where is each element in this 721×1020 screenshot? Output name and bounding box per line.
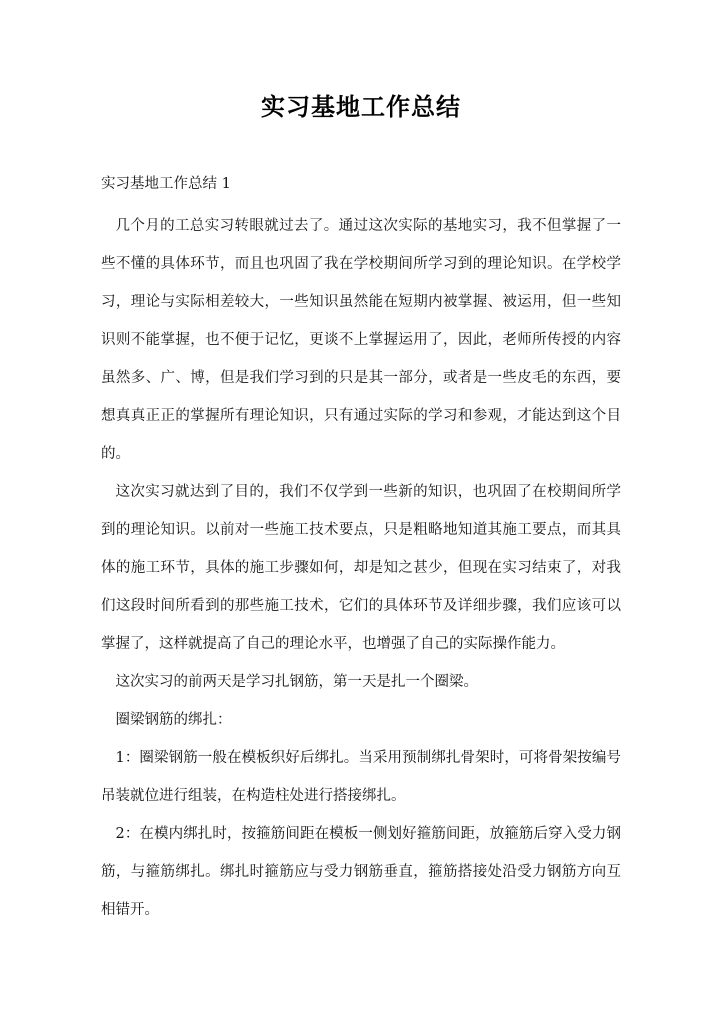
section-heading-label: 实习基地工作总结 1 xyxy=(101,176,231,192)
paragraph-3: 这次实习的前两天是学习扎钢筋，第一天是扎一个圈梁。 xyxy=(115,674,478,690)
paragraph-1: 几个月的工总实习转眼就过去了。通过这次实际的基地实习，我不但掌握了一些不懂的具体环节，而且也巩固了我在学校期间所学习到的理论知识。在学校学习，理论与实际相差较大，一些知识虽然能在短期内被掌握、被运用，但一些知识则不能掌握，也不便于记忆，更谈不上掌握运用了，因此，老师所传授的内容虽然多、广、博，但是我们学习到的只是其一部分，或者是一些皮毛的东西，要想真真正正的掌握所有理论知识，只有通过实际的学习和参观，才能达到这个目的。 xyxy=(101,218,621,462)
paragraph-6-item-2: 2：在模内绑扎时，按箍筋间距在模板一侧划好箍筋间距，放箍筋后穿入受力钢筋，与箍筋绑扎。绑扎时箍筋应与受力钢筋垂直，箍筋搭接处沿受力钢筋方向互相错开。 xyxy=(101,826,621,918)
page-title: 实习基地工作总结 xyxy=(261,92,461,121)
paragraph-4-subheading: 圈梁钢筋的绑扎： xyxy=(115,712,232,728)
document-body xyxy=(101,0,621,929)
paragraph-5-item-1: 1：圈梁钢筋一般在模板织好后绑扎。当采用预制绑扎骨架时，可将骨架按编号吊装就位进行组装，在构造柱处进行搭接绑扎。 xyxy=(101,750,621,804)
paragraph-2: 这次实习就达到了目的，我们不仅学到一些新的知识，也巩固了在校期间所学到的理论知识。以前对一些施工技术要点，只是粗略地知道其施工要点，而其具体的施工环节，具体的施工步骤如何，却是知之甚少，但现在实习结束了，对我们这段时间所看到的那些施工技术，它们的具体环节及详细步骤，我们应该可以掌握了，这样就提高了自己的理论水平，也增强了自己的实际操作能力。 xyxy=(101,484,621,652)
